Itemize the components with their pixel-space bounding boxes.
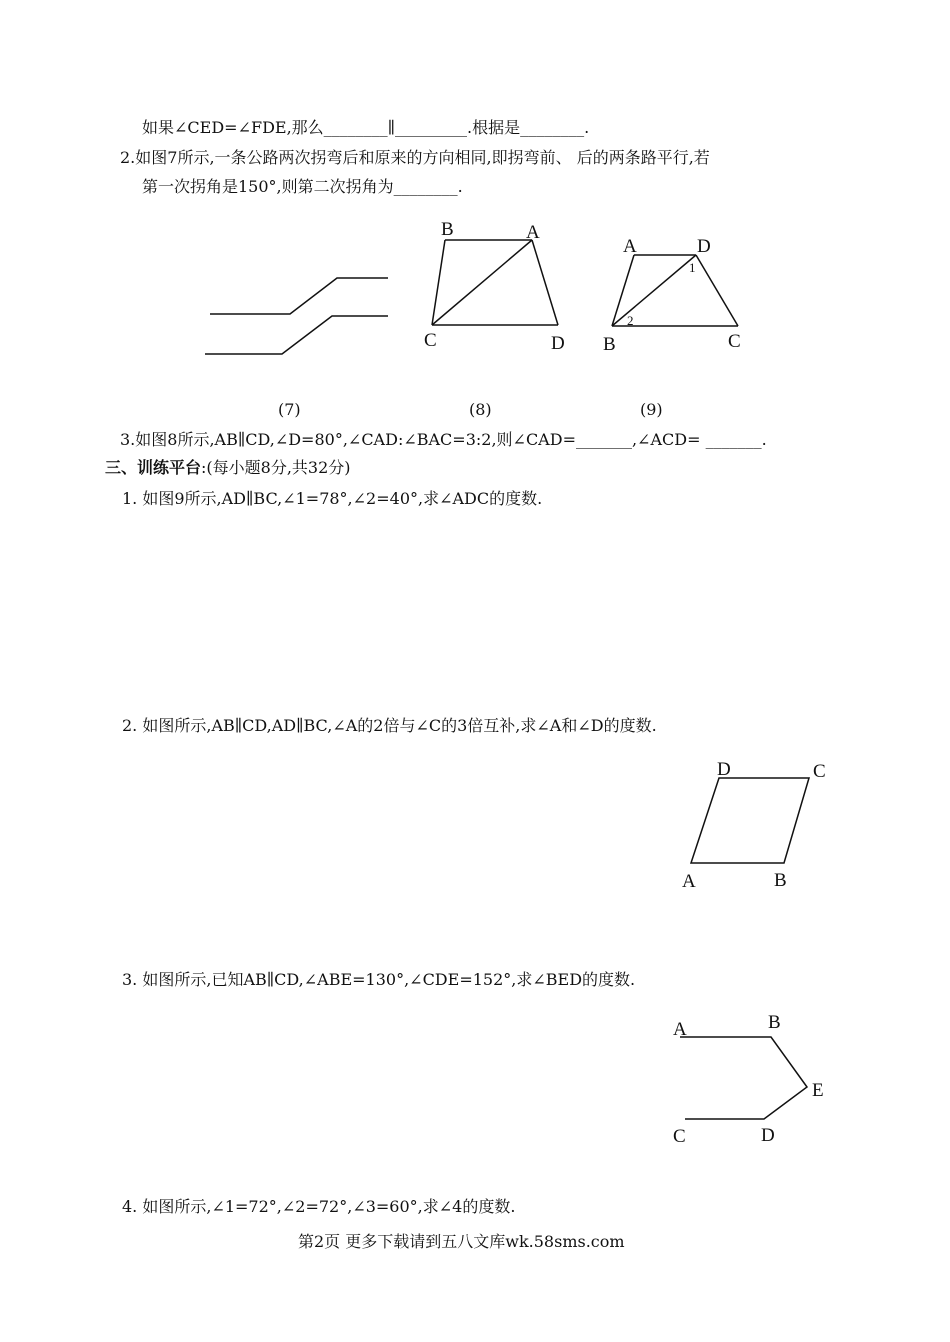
problem-2: 2. 如图所示,AB∥CD,AD∥BC,∠A的2倍与∠C的3倍互补,求∠A和∠D的度数.	[122, 716, 657, 735]
label-a: A	[682, 871, 696, 892]
figure-bent-lines	[665, 1005, 840, 1150]
diagonal-bd	[612, 255, 696, 326]
road-lower-edge	[205, 316, 388, 354]
question-3: 3.如图8所示,AB∥CD,∠D=80°,∠CAD:∠BAC=3:2,则∠CAD=_______,∠ACD= _______.	[120, 430, 767, 449]
section-heading	[105, 458, 351, 478]
figure-parallelogram	[672, 755, 842, 895]
label-b: B	[603, 334, 616, 355]
section-note: :(每小题8分,共32分)	[201, 458, 351, 477]
label-d: D	[717, 759, 731, 780]
label-c: C	[728, 331, 741, 352]
question-2-line-1: 2.如图7所示,一条公路两次拐弯后和原来的方向相同,即拐弯前、 后的两条路平行,若	[120, 148, 710, 167]
problem-1: 1. 如图9所示,AD∥BC,∠1=78°,∠2=40°,求∠ADC的度数.	[122, 489, 543, 508]
label-c: C	[673, 1126, 686, 1147]
problem-3: 3. 如图所示,已知AB∥CD,∠ABE=130°,∠CDE=152°,求∠BED的度数.	[122, 970, 636, 989]
label-d: D	[551, 333, 565, 354]
question-2-line-2: 第一次拐角是150°,则第二次拐角为________.	[142, 177, 463, 196]
figure-8-trapezoid	[420, 218, 580, 358]
caption-fig-9: (9)	[640, 400, 663, 419]
diagonal-ac	[432, 240, 532, 325]
label-c: C	[813, 761, 826, 782]
label-b: B	[774, 870, 787, 891]
label-a: A	[623, 236, 637, 257]
label-angle-1: 1	[689, 260, 696, 275]
label-c: C	[424, 330, 437, 351]
figure-9-trapezoid	[598, 230, 748, 355]
label-b: B	[768, 1012, 781, 1033]
fill-line-ced-fde: 如果∠CED=∠FDE,那么________∥_________.根据是________.	[142, 118, 590, 137]
road-upper-edge	[210, 278, 388, 314]
page-footer: 第2页 更多下载请到五八文库wk.58sms.com	[298, 1232, 625, 1251]
label-b: B	[441, 219, 454, 240]
figure-7-road	[200, 270, 395, 360]
problem-4: 4. 如图所示,∠1=72°,∠2=72°,∠3=60°,求∠4的度数.	[122, 1197, 516, 1216]
label-angle-2: 2	[627, 313, 634, 328]
label-a: A	[526, 222, 540, 243]
section-title: 三、训练平台	[105, 458, 202, 477]
caption-fig-8: (8)	[469, 400, 492, 419]
label-a: A	[673, 1019, 687, 1040]
caption-fig-7: (7)	[278, 400, 301, 419]
label-d: D	[761, 1125, 775, 1146]
label-e: E	[812, 1080, 824, 1101]
label-d: D	[697, 236, 711, 257]
